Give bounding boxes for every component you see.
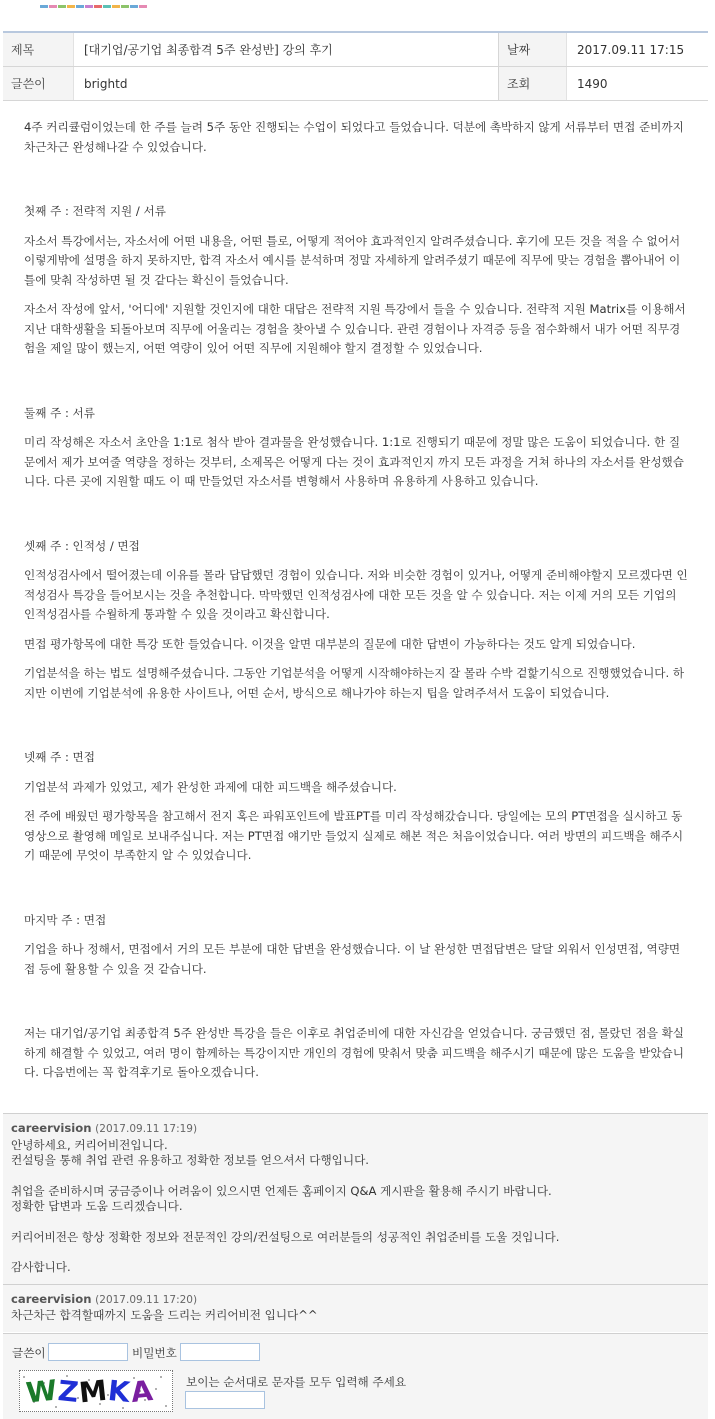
- comment-password-label: 비밀번호: [132, 1346, 177, 1360]
- captcha-character: Z: [56, 1373, 81, 1410]
- site-logo-fragment: [40, 0, 152, 8]
- comment-line: 안녕하세요, 커리어비전입니다.: [11, 1137, 168, 1152]
- post-body: [24, 118, 690, 1083]
- comment-line: 커리어비전은 항상 정확한 정보와 전문적인 강의/컨설팅으로 여러분들의 성공적인 취업준비를 도울 것입니다.: [11, 1229, 560, 1244]
- comment-author-input[interactable]: [48, 1343, 128, 1361]
- comment-password-input[interactable]: [180, 1343, 260, 1361]
- body-paragraph: 기업분석을 하는 법도 설명해주셨습니다. 그동안 기업분석을 어떻게 시작해야하는지 잘 몰라 수박 겉핥기식으로 진행했었습니다. 하지만 이번에 기업분석에 유용한 사이트나, 어떤 순서, 방식으로 해나가야 하는지 팁을 알려주셔서 도움이 되었습니다.: [24, 666, 685, 700]
- body-paragraph: 기업을 하나 정해서, 면접에서 거의 모든 부분에 대한 답변을 완성했습니다. 이 날 완성한 면접답변은 달달 외워서 인성면접, 역량면접 등에 활용할 수 있을 것 같습니다.: [24, 942, 681, 976]
- comment-line: 컨설팅을 통해 취업 관련 유용하고 정확한 정보를 얻으셔서 다행입니다.: [11, 1153, 369, 1167]
- post-views: 1490: [566, 67, 708, 100]
- comment-form: [3, 1333, 708, 1419]
- captcha-image: [19, 1370, 173, 1412]
- post-meta-table: [3, 31, 708, 101]
- section-heading: 둘째 주 : 서류: [24, 405, 95, 420]
- body-paragraph: 미리 작성해온 자소서 초안을 1:1로 첨삭 받아 결과물을 완성했습니다. 1:1로 진행되기 때문에 정말 많은 도움이 되었습니다. 한 질문에서 제가 보여줄 역량을 정하는 것부터, 소제목은 어떻게 다는 것이 효과적인지 까지 모든 과정을 거쳐 하나의 자소서를 완성했습니다. 다른 곳에 지원할 때도 이 때 만들었던 자소서를 변형해서 사용하며 유용하게 사용하고 있습니다.: [24, 435, 684, 488]
- comment-line: 정확한 답변과 도움 드리겠습니다.: [11, 1199, 183, 1213]
- section-heading: 첫째 주 : 전략적 지원 / 서류: [24, 204, 166, 218]
- body-paragraph: 4주 커리큘럼이었는데 한 주를 늘려 5주 동안 진행되는 수업이 되었다고 들었습니다. 덕분에 촉박하지 않게 서류부터 면접 준비까지 차근차근 완성해나갈 수 있었습니다.: [24, 120, 684, 154]
- comment-author-label: 글쓴이: [12, 1346, 46, 1360]
- post-meta-row-title: [3, 33, 708, 67]
- captcha-hint: 보이는 순서대로 문자를 모두 입력해 주세요: [186, 1375, 407, 1389]
- section-heading: 마지막 주 : 면접: [24, 912, 107, 927]
- captcha-character: W: [24, 1373, 60, 1410]
- title-label: 제목: [3, 33, 73, 66]
- author-label: 글쓴이: [3, 67, 73, 100]
- comment-item: [3, 1284, 708, 1332]
- comment-author: careervision: [11, 1291, 92, 1306]
- comment-date: (2017.09.11 17:20): [95, 1293, 198, 1306]
- comment-line: 감사합니다.: [11, 1260, 71, 1274]
- section-heading: 넷째 주 : 면접: [24, 750, 95, 764]
- body-paragraph: 기업분석 과제가 있었고, 제가 완성한 과제에 대한 피드백을 해주셨습니다.: [24, 779, 397, 794]
- body-paragraph: 자소서 특강에서는, 자소서에 어떤 내용을, 어떤 틀로, 어떻게 적어야 효과적인지 알려주셨습니다. 후기에 모든 것을 적을 수 없어서 이렇게밖에 설명을 하지 못하지만, 합격 자소서 예시를 분석하며 정말 자세하게 알려주셨기 때문에 직무에 맞는 경험을 뽑아내어 이 틀에 맞춰 작성하면 될 것 같다는 확신이 들었습니다.: [24, 233, 681, 287]
- section-heading: 셋째 주 : 인적성 / 면접: [24, 538, 140, 553]
- body-paragraph: 면접 평가항목에 대한 특강 또한 들었습니다. 이것을 알면 대부분의 질문에 대한 답변이 가능하다는 것도 알게 되었습니다.: [24, 636, 636, 651]
- comment-line: 차근차근 합격할때까지 도움을 드리는 커리어비전 입니다^^: [11, 1308, 318, 1322]
- views-label: 조회: [498, 67, 566, 100]
- comment-author: careervision: [11, 1121, 92, 1135]
- captcha-characters: [24, 1373, 156, 1410]
- captcha-character: A: [129, 1373, 156, 1410]
- comment-line: 취업을 준비하시며 궁금증이나 어려움이 있으시면 언제든 홈페이지 Q&A 게시판을 활용해 주시기 바랍니다.: [11, 1183, 552, 1198]
- body-paragraph: 저는 대기업/공기업 최종합격 5주 완성반 특강을 들은 이후로 취업준비에 대한 자신감을 얻었습니다. 궁금했던 점, 몰랐던 점을 확실하게 해결할 수 있었고, 여러 명이 함께하는 특강이지만 개인의 경험에 맞춰서 맞춤 피드백을 해주시기 때문에 많은 도움을 받았습니다. 다음번에는 꼭 합격후기로 돌아오겠습니다.: [24, 1026, 684, 1079]
- body-paragraph: 인적성검사에서 떨어졌는데 이유를 몰라 답답했던 경험이 있습니다. 저와 비슷한 경험이 있거나, 어떻게 준비해야할지 모르겠다면 인적성검사 특강을 들어보시는 것을 추천합니다. 막막했던 인적성검사에 대한 모든 것을 알 수 있습니다. 저는 이제 거의 모든 기업의 인적성검사를 수월하게 통과할 수 있을 것이라고 확신합니다.: [24, 568, 688, 621]
- captcha-character: K: [106, 1373, 133, 1410]
- captcha-input[interactable]: [185, 1391, 265, 1409]
- post-title: [대기업/공기업 최종합격 5주 완성반] 강의 후기: [73, 33, 498, 66]
- post-date: 2017.09.11 17:15: [566, 33, 708, 66]
- comment-date: (2017.09.11 17:19): [95, 1123, 198, 1135]
- comment-item: [3, 1113, 708, 1284]
- date-label: 날짜: [498, 33, 566, 66]
- body-paragraph: 전 주에 배웠던 평가항목을 참고해서 전지 혹은 파워포인트에 발표PT를 미리 작성해갔습니다. 당일에는 모의 PT면접을 실시하고 동영상으로 촬영해 메일로 보내주십니다. 저는 PT면접 얘기만 들었지 실제로 해본 적은 처음이었습니다. 여러 방면의 피드백을 해주시기 때문에 무엇이 부족한지 알 수 있었습니다.: [24, 809, 684, 862]
- post-author: brightd: [73, 67, 498, 100]
- body-paragraph: 자소서 작성에 앞서, '어디에' 지원할 것인지에 대한 대답은 전략적 지원 특강에서 들을 수 있습니다. 전략적 지원 Matrix를 이용해서 지난 대학생활을 되돌아보며 직무에 어울리는 경험을 찾아낼 수 있습니다. 관련 경험이나 자격증 등을 점수화해서 내가 어떤 직무경험을 제일 많이 했는지, 어떤 역량이 있어 어떤 직무에 지원해야 할지 결정할 수 있었습니다.: [24, 302, 686, 355]
- captcha-character: M: [77, 1373, 110, 1410]
- post-meta-row-author: [3, 67, 708, 101]
- comment-list: [3, 1113, 708, 1332]
